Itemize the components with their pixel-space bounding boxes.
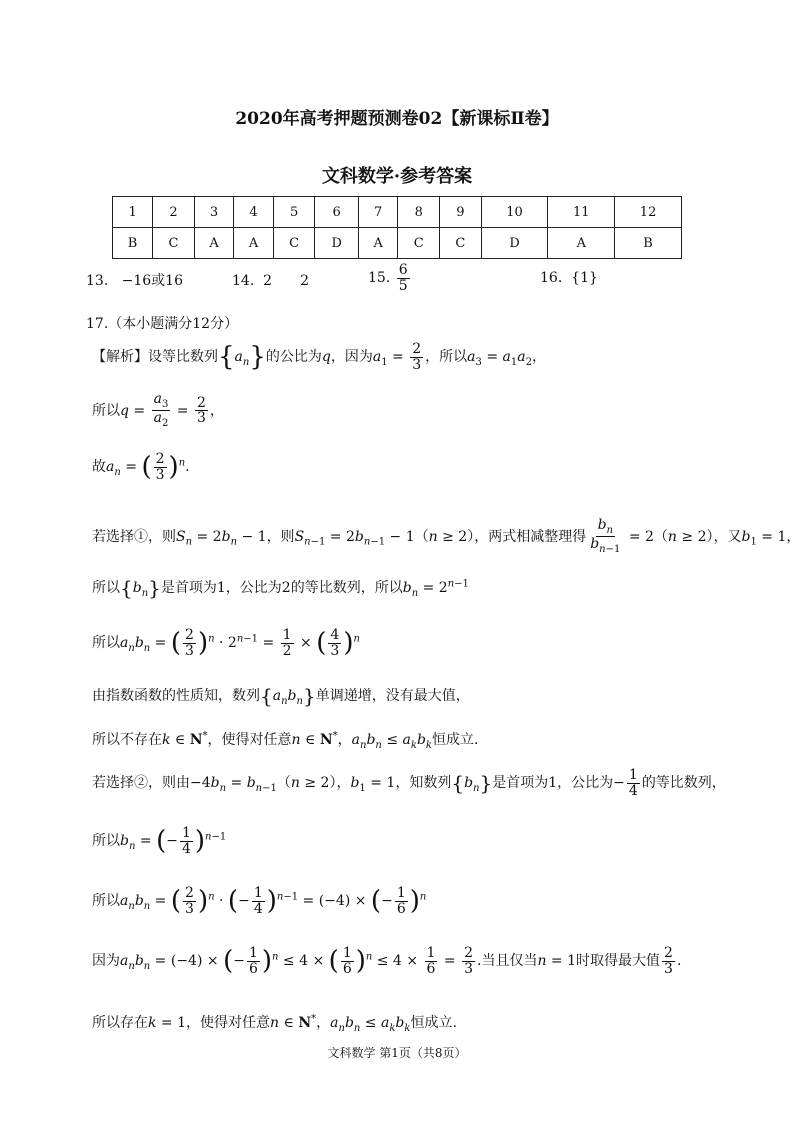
q17-paragraph-11: 所以$a_nb_n$ = ( $\frac{2}{3}$ )$^n$ · (− $\frac{1}{4}$ )$^{n-1}$ = (−4) × (− $\frac{1}{6}$ )$^n$: [92, 885, 427, 917]
answer-table: [112, 196, 682, 259]
q13-value: −16或16: [121, 273, 183, 289]
q17-paragraph-2: 所以q = $\frac{a_3}{a_2}$ = $\frac{2}{3}$ ，: [92, 391, 224, 430]
question-number-cell: 12: [615, 197, 682, 228]
math-fraction: $\frac{4}{3}$: [330, 627, 340, 659]
text: 由指数函数的性质知，数列: [92, 688, 260, 704]
text: 所以: [92, 893, 120, 910]
text: 若选择①，则: [92, 528, 176, 545]
q14-answer: [232, 270, 309, 290]
text: 单调递增，没有最大值，: [315, 688, 470, 704]
math-fraction: $\frac{1}{6}$: [396, 885, 406, 917]
math-fraction: $\frac{b_n}{b_{n-1}}$: [590, 517, 621, 556]
text: ），两式相减整理得: [467, 528, 587, 545]
q17-paragraph-10: 所以$b_n$ = (− $\frac{1}{4}$ )$^{n-1}$: [92, 825, 227, 857]
answer-cell: C: [273, 228, 315, 259]
q15-fraction: [397, 263, 410, 293]
text: 所以: [92, 580, 120, 596]
text: 【解析】设等比数列: [92, 349, 218, 366]
q17-heading: 17.（本小题满分12分）: [86, 316, 239, 332]
q16-label: 16.: [540, 270, 563, 286]
answer-cell: A: [358, 228, 398, 259]
q17-paragraph-9: 若选择②，则由$-4b_n = b_{n-1}(n \ge 2)$，$b_1 = 1$，知数列$\{b_n\}$是首项为1，公比为− $\frac{1}{4}$ 的等比数列，: [92, 767, 726, 799]
q14-value: 2 2: [263, 273, 309, 289]
q17-paragraph-8: 所以不存在k ∈ N*，使得对任意n ∈ N*，$a_nb_n \le a_kb_k$恒成立.: [92, 730, 479, 751]
math-fraction: $\frac{1}{4}$: [181, 825, 191, 857]
q16-answer: [540, 270, 598, 286]
question-number-cell: 1: [113, 197, 153, 228]
answer-table-number-row: [113, 197, 682, 228]
answer-table-answer-row: [113, 228, 682, 259]
answer-cell: C: [398, 228, 440, 259]
text: （: [276, 775, 291, 792]
answer-cell: C: [440, 228, 482, 259]
text: ），又: [706, 528, 742, 545]
math-fraction: $\frac{2}{3}$: [464, 945, 473, 977]
math-fraction: $\frac{1}{6}$: [426, 945, 436, 977]
text: ），: [329, 775, 351, 792]
text: （: [414, 528, 429, 545]
text: 恒成立.: [410, 1015, 457, 1031]
text: 恒成立.: [431, 732, 479, 748]
text: 的等比数列，: [641, 775, 726, 792]
q17-paragraph-5: 所以$\{b_n\}$是首项为1，公比为2的等比数列，所以$b_n = 2^{n-1}$: [92, 576, 469, 600]
math-fraction: $\frac{2}{3}$: [412, 341, 422, 373]
math-fraction: $\frac{2}{3}$: [185, 885, 194, 917]
question-number-cell: 6: [315, 197, 358, 228]
q17-paragraph-1: 【解析】设等比数列$\{a_n\}$的公比为q，因为$a_1$ = $\frac{2}{3}$ ，所以$a_3 = a_1a_2$，: [92, 341, 547, 373]
q15-numerator: 6: [398, 262, 408, 278]
question-number-cell: 4: [234, 197, 274, 228]
text: 所以存在: [92, 1015, 148, 1031]
text: 时取得最大值: [576, 953, 661, 970]
question-number-cell: 2: [153, 197, 195, 228]
q14-label: 14.: [232, 273, 255, 289]
text: 是首项为1，公比为: [492, 775, 614, 792]
text: ，使得对任意: [207, 732, 292, 748]
page-footer: 文科数学 第1页（共8页）: [327, 1046, 467, 1060]
text: ，: [337, 732, 352, 748]
text: 故: [92, 459, 106, 476]
q15-label: 15.: [368, 270, 391, 287]
q16-value: {1}: [571, 270, 598, 286]
q15-answer: [368, 263, 412, 293]
text: 所以: [92, 402, 120, 419]
page-title: 2020年高考押题预测卷02【新课标Ⅱ卷】: [235, 109, 559, 129]
math-fraction: $\frac{1}{4}$: [253, 885, 263, 917]
math-fraction: $\frac{1}{2}$: [282, 627, 292, 659]
text: ，使得对任意: [186, 1015, 271, 1031]
question-number-cell: 8: [398, 197, 440, 228]
text: ，则: [266, 528, 295, 545]
question-number-cell: 11: [548, 197, 615, 228]
q17-paragraph-4: 若选择①，则$S_n = 2b_n - 1$，则$S_{n-1} = 2b_{n-1} - 1(n \ge 2)$，两式相减整理得 $\frac{b_n}{b_{n-1}}$ = 2（n ≥ 2），又$b_1 = 1$，: [92, 517, 800, 556]
question-number-cell: 10: [481, 197, 548, 228]
math-fraction: $\frac{2}{3}$: [196, 394, 206, 427]
text: 的公比为: [265, 349, 322, 366]
answer-cell: D: [481, 228, 548, 259]
text: ，: [316, 1015, 331, 1031]
math-fraction: $\frac{1}{6}$: [248, 945, 258, 977]
q13-answer: [86, 270, 183, 290]
math-fraction: $\frac{1}{4}$: [628, 767, 638, 799]
text: 所以: [92, 833, 120, 850]
math-fraction: $\frac{1}{6}$: [342, 945, 352, 977]
answer-cell: D: [315, 228, 358, 259]
q17-paragraph-6: 所以$a_nb_n$ = ( $\frac{2}{3}$ )$^n \cdot 2^{n-1}$ = $\frac{1}{2}$ × ( $\frac{4}{3}$ )$^n$: [92, 627, 360, 659]
text: （: [653, 528, 668, 545]
math-fraction: $\frac{2}{3}$: [155, 451, 165, 483]
q17-paragraph-7: 由指数函数的性质知，数列$\{a_nb_n\}$单调递增，没有最大值，: [92, 684, 470, 708]
question-number-cell: 5: [273, 197, 315, 228]
text: .当且仅当: [477, 953, 538, 970]
math-fraction: $\frac{2}{3}$: [664, 945, 673, 977]
text: 若选择②，则由: [92, 775, 190, 792]
question-number-cell: 9: [440, 197, 482, 228]
page-subtitle: 文科数学·参考答案: [321, 166, 473, 187]
question-number-cell: 3: [194, 197, 234, 228]
q17-paragraph-12: 因为$a_nb_n = (-4)$ × (− $\frac{1}{6}$ )$^n$ ≤ 4 × ( $\frac{1}{6}$ )$^n$ ≤ 4 × $\frac{1}{6}$ = $\frac{2}{3}$ .当且仅当n = 1时取得最大值 $\frac{2}{3}$ .: [92, 945, 682, 977]
answer-cell: C: [153, 228, 195, 259]
q15-denominator: 5: [398, 277, 408, 294]
q17-paragraph-13: 所以存在k = 1，使得对任意n ∈ N*，$a_nb_n \le a_kb_k$恒成立.: [92, 1013, 457, 1034]
answer-cell: A: [234, 228, 274, 259]
text: 所以: [92, 635, 120, 652]
answer-cell: A: [548, 228, 615, 259]
text: ，因为: [330, 349, 373, 366]
math-fraction: $\frac{2}{3}$: [185, 627, 194, 659]
text: ，知数列: [395, 775, 452, 792]
q13-label: 13.: [86, 273, 109, 289]
question-number-cell: 7: [358, 197, 398, 228]
answer-cell: B: [615, 228, 682, 259]
math-fraction: $\frac{a_3}{a_2}$: [153, 391, 169, 430]
text: 因为: [92, 953, 120, 970]
answer-cell: A: [194, 228, 234, 259]
answer-cell: B: [113, 228, 153, 259]
text: ，所以: [425, 349, 468, 366]
text: 是首项为1，公比为2的等比数列，所以: [160, 580, 403, 596]
text: 所以不存在: [92, 732, 162, 748]
q17-paragraph-3: 故$a_n$ = ( $\frac{2}{3}$ )$^n$.: [92, 451, 190, 483]
